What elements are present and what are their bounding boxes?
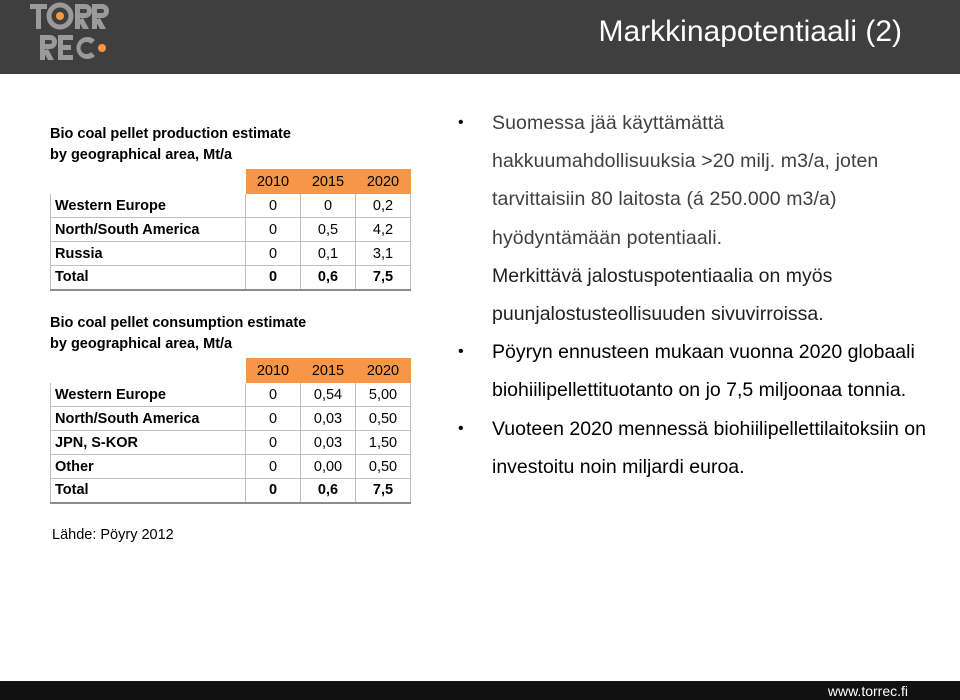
- bullet-item: [456, 410, 926, 486]
- table-cell: 5,00: [356, 383, 411, 407]
- bullet-text: Merkittävä jalostuspotentiaalia on myös puunjalostusteollisuuden sivuvirroissa.: [492, 264, 833, 326]
- table-cell: 0,6: [301, 479, 356, 503]
- year-header: 2020: [356, 170, 411, 194]
- row-label: Other: [51, 455, 246, 479]
- bullet-list: [456, 104, 926, 486]
- table-total-row: [51, 266, 411, 290]
- table-cell: 0,54: [301, 383, 356, 407]
- table-row: [51, 455, 411, 479]
- bullet-icon: •: [458, 343, 464, 361]
- table-cell: 0: [246, 194, 301, 218]
- year-header: 2020: [356, 359, 411, 383]
- row-label: Western Europe: [51, 194, 246, 218]
- table-cell: 0: [246, 479, 301, 503]
- table-cell: 0: [246, 218, 301, 242]
- table-row: [51, 194, 411, 218]
- year-header: 2010: [246, 170, 301, 194]
- table-row: [51, 383, 411, 407]
- table-cell: 3,1: [356, 242, 411, 266]
- bullet-icon: •: [458, 114, 464, 131]
- consumption-table-block: [50, 313, 416, 504]
- slide-title: Markkinapotentiaali (2): [598, 15, 902, 48]
- consumption-table: [50, 358, 411, 504]
- table-header-row: [51, 170, 411, 194]
- slide-footer: [0, 681, 960, 700]
- table-cell: 0,50: [356, 455, 411, 479]
- table-cell: 0: [246, 383, 301, 407]
- bullet-item: [456, 257, 926, 333]
- table-total-row: [51, 479, 411, 503]
- bullet-icon: •: [458, 419, 464, 437]
- consumption-table-title-line1: Bio coal pellet consumption estimate: [50, 315, 307, 331]
- row-label: Total: [51, 479, 246, 503]
- bullet-text: Pöyryn ennusteen mukaan vuonna 2020 globaali biohiilipellettituotanto on jo 7,5 miljoonaa tonnia.: [492, 341, 915, 402]
- table-row: [51, 407, 411, 431]
- production-table: [50, 169, 411, 291]
- table-cell: 0,5: [301, 218, 356, 242]
- bullet-text: Suomessa jää käyttämättä hakkuumahdollisuuksia >20 milj. m3/a, joten tarvittaisiin 80 laitosta (á 250.000 m3/a) hyödyntämään potentiaali.: [492, 112, 879, 249]
- table-row: [51, 431, 411, 455]
- year-header: 2010: [246, 359, 301, 383]
- source-note: Lähde: Pöyry 2012: [52, 527, 174, 543]
- row-label: North/South America: [51, 407, 246, 431]
- table-cell: 0,03: [301, 431, 356, 455]
- table-row: [51, 218, 411, 242]
- consumption-table-title-line2: by geographical area, Mt/a: [50, 336, 233, 352]
- table-cell: 0: [246, 266, 301, 290]
- table-cell: 0: [246, 242, 301, 266]
- bullet-text: Vuoteen 2020 mennessä biohiilipellettilaitoksiin on investoitu noin miljardi euroa.: [492, 417, 926, 478]
- table-cell: 0,1: [301, 242, 356, 266]
- year-header: 2015: [301, 170, 356, 194]
- slide-header: [0, 0, 960, 74]
- table-cell: 0: [301, 194, 356, 218]
- table-cell: 7,5: [356, 266, 411, 290]
- bullet-item: [456, 104, 926, 257]
- table-cell: 0,50: [356, 407, 411, 431]
- table-row: [51, 242, 411, 266]
- row-label: Russia: [51, 242, 246, 266]
- table-cell: 0,00: [301, 455, 356, 479]
- table-cell: 1,50: [356, 431, 411, 455]
- table-cell: 0,2: [356, 194, 411, 218]
- footer-url[interactable]: www.torrec.fi: [827, 683, 908, 699]
- table-cell: 7,5: [356, 479, 411, 503]
- year-header: 2015: [301, 359, 356, 383]
- row-label: JPN, S-KOR: [51, 431, 246, 455]
- table-header-row: [51, 359, 411, 383]
- table-cell: 0: [246, 455, 301, 479]
- table-cell: 4,2: [356, 218, 411, 242]
- table-cell: 0: [246, 407, 301, 431]
- row-label: Total: [51, 266, 246, 290]
- table-cell: 0,6: [301, 266, 356, 290]
- torrec-logo: [30, 2, 110, 64]
- table-cell: 0,03: [301, 407, 356, 431]
- bullet-item: [456, 333, 926, 409]
- row-label: North/South America: [51, 218, 246, 242]
- production-table-title-line2: by geographical area, Mt/a: [50, 147, 233, 163]
- table-cell: 0: [246, 431, 301, 455]
- production-table-block: [50, 124, 416, 291]
- production-table-title-line1: Bio coal pellet production estimate: [50, 126, 291, 142]
- row-label: Western Europe: [51, 383, 246, 407]
